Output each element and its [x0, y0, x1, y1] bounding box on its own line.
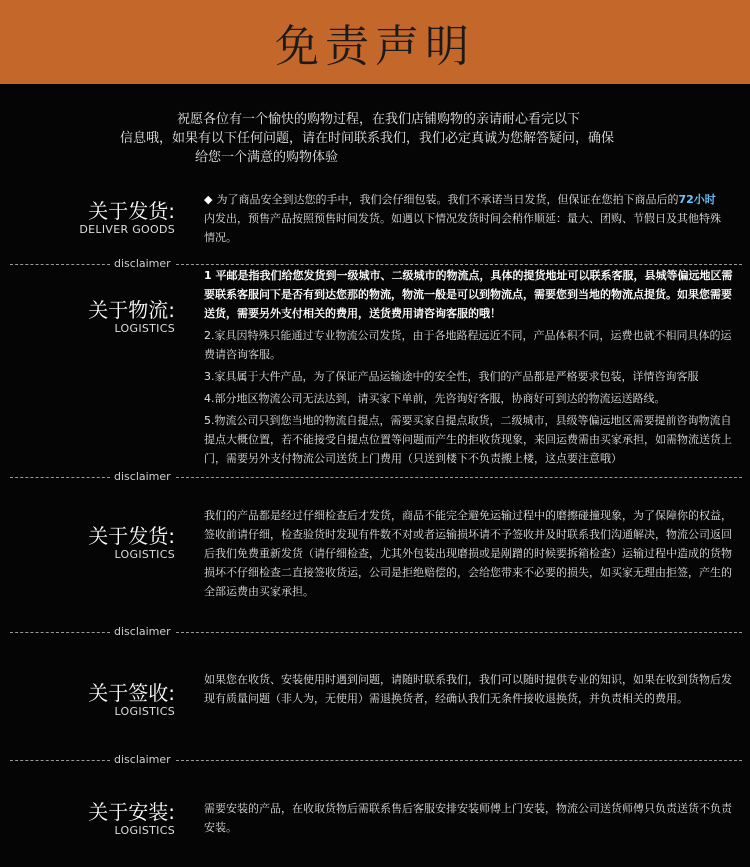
section-body-receipt	[204, 670, 739, 708]
item-number: 5.	[204, 414, 215, 427]
divider-line	[10, 632, 110, 633]
disclaimer-divider	[10, 753, 742, 767]
disclaimer-divider	[10, 470, 742, 484]
item-text: 家具因特殊只能通过专业物流公司发货，由于各地路程远近不同，产品体积不同，运费也就不相同具体的运费请咨询客服。	[204, 329, 732, 361]
item-number: 2.	[204, 329, 215, 342]
list-item	[204, 389, 739, 408]
section-title-delivery	[0, 199, 175, 237]
section-title-install	[0, 800, 175, 838]
divider-line	[176, 632, 742, 633]
divider-label: disclaimer	[114, 257, 171, 270]
item-text: 平邮是指我们给您发货到一级城市、二级城市的物流点，具体的提货地址可以联系客服，县城等偏远地区需要联系客服问下是否有到达您那的物流，物流一般是可以到物流点，需要您到当地的物流点提货。如果您需要送货，需要另外支付相关的费用，送货费用请咨询客服的哦！	[204, 269, 733, 320]
disclaimer-divider	[10, 625, 742, 639]
list-item	[204, 367, 739, 386]
section-title-cn: 关于发货:	[88, 524, 175, 548]
section-title-receipt	[0, 681, 175, 719]
title-banner	[0, 0, 750, 84]
section-body-install	[204, 799, 739, 837]
section-title-en: DELIVER GOODS	[79, 223, 175, 236]
divider-line	[10, 264, 110, 265]
section-title-en: LOGISTICS	[114, 824, 175, 837]
install-text: 需要安装的产品，在收取货物后需联系售后客服安排安装师傅上门安装，物流公司送货师傅只负责送货不负责安装。	[204, 802, 732, 834]
section-title-cn: 关于物流:	[88, 298, 175, 322]
section-body-logistics	[204, 266, 739, 468]
delivery-text-b: 内发出，预售产品按照预售时间发货。如遇以下情况发货时间会稍作顺延：量大、团购、节假日及其他特殊情况。	[204, 212, 721, 244]
divider-line	[176, 264, 742, 265]
item-number: 4.	[204, 392, 215, 405]
diamond-bullet-icon: ◆	[204, 193, 213, 206]
divider-label: disclaimer	[114, 625, 171, 638]
section-title-cn: 关于签收:	[88, 681, 175, 705]
intro-line-3: 给您一个满意的购物体验	[195, 150, 339, 165]
receipt-text: 如果您在收货、安装使用时遇到问题，请随时联系我们，我们可以随时提供专业的知识，如果在收到货物后发现有质量问题（非人为，无使用）需退换货者，经确认我们无条件接收退换货，并负责相关的费用。	[204, 673, 732, 705]
section-title-en: LOGISTICS	[114, 548, 175, 561]
section-title-cn: 关于发货:	[88, 199, 175, 223]
divider-line	[10, 477, 110, 478]
divider-line	[176, 477, 742, 478]
divider-line	[10, 760, 110, 761]
item-number: 1	[204, 269, 212, 282]
item-text: 家具属于大件产品，为了保证产品运输途中的安全性，我们的产品都是严格要求包装，详情咨询客服	[214, 370, 699, 383]
shipping-text: 我们的产品都是经过仔细检查后才发货，商品不能完全避免运输过程中的磨擦碰撞现象，为了保障你的权益，签收前请仔细，检查验货时发现有件数不对或者运输损坏请不予签收并及时联系我们沟通解决，物流公司返回后我们免费重新发货（请仔细检查，尤其外包装出现磨损或是剐蹭的时候要拆箱检查）运输过程中造成的货物损坏不仔细检查二直接签收货运，公司是拒绝赔偿的，会给您带来不必要的损失，如买家无理由拒签，产生的全部运费由买家承担。	[204, 509, 732, 598]
section-title-en: LOGISTICS	[114, 705, 175, 718]
section-title-cn: 关于安装:	[88, 800, 175, 824]
divider-label: disclaimer	[114, 470, 171, 483]
intro-line-2: 信息哦，如果有以下任何问题，请在时间联系我们，我们必定真诚为您解答疑问，确保	[120, 131, 615, 146]
section-title-shipping	[0, 524, 175, 562]
section-title-logistics	[0, 298, 175, 336]
section-title-en: LOGISTICS	[114, 322, 175, 335]
delivery-highlight: 72小时	[678, 193, 716, 206]
list-item	[204, 411, 739, 468]
divider-label: disclaimer	[114, 753, 171, 766]
divider-line	[176, 760, 742, 761]
page-title: 免责声明	[275, 21, 475, 72]
list-item	[204, 266, 739, 323]
item-number: 3.	[204, 370, 215, 383]
section-body-delivery	[204, 190, 724, 247]
delivery-text-a: 为了商品安全到达您的手中，我们会仔细包装。我们不承诺当日发货，但保证在您拍下商品后的	[216, 193, 679, 206]
section-body-shipping	[204, 506, 739, 601]
item-text: 物流公司只到您当地的物流自提点，需要买家自提点取货，二级城市，县级等偏远地区需要提前咨询物流自提点大概位置，若不能接受自提点位置等问题而产生的拒收货现象，来回运费需由买家承担，如需物流送货上门，需要另外支付物流公司送货上门费用（只送到楼下不负责搬上楼，这点要注意哦）	[204, 414, 732, 465]
list-item	[204, 326, 739, 364]
item-text: 部分地区物流公司无法达到，请买家下单前，先咨询好客服，协商好可到达的物流运送路线。	[214, 392, 666, 405]
intro-line-1: 祝愿各位有一个愉快的购物过程，在我们店铺购物的亲请耐心看完以下	[177, 112, 581, 127]
